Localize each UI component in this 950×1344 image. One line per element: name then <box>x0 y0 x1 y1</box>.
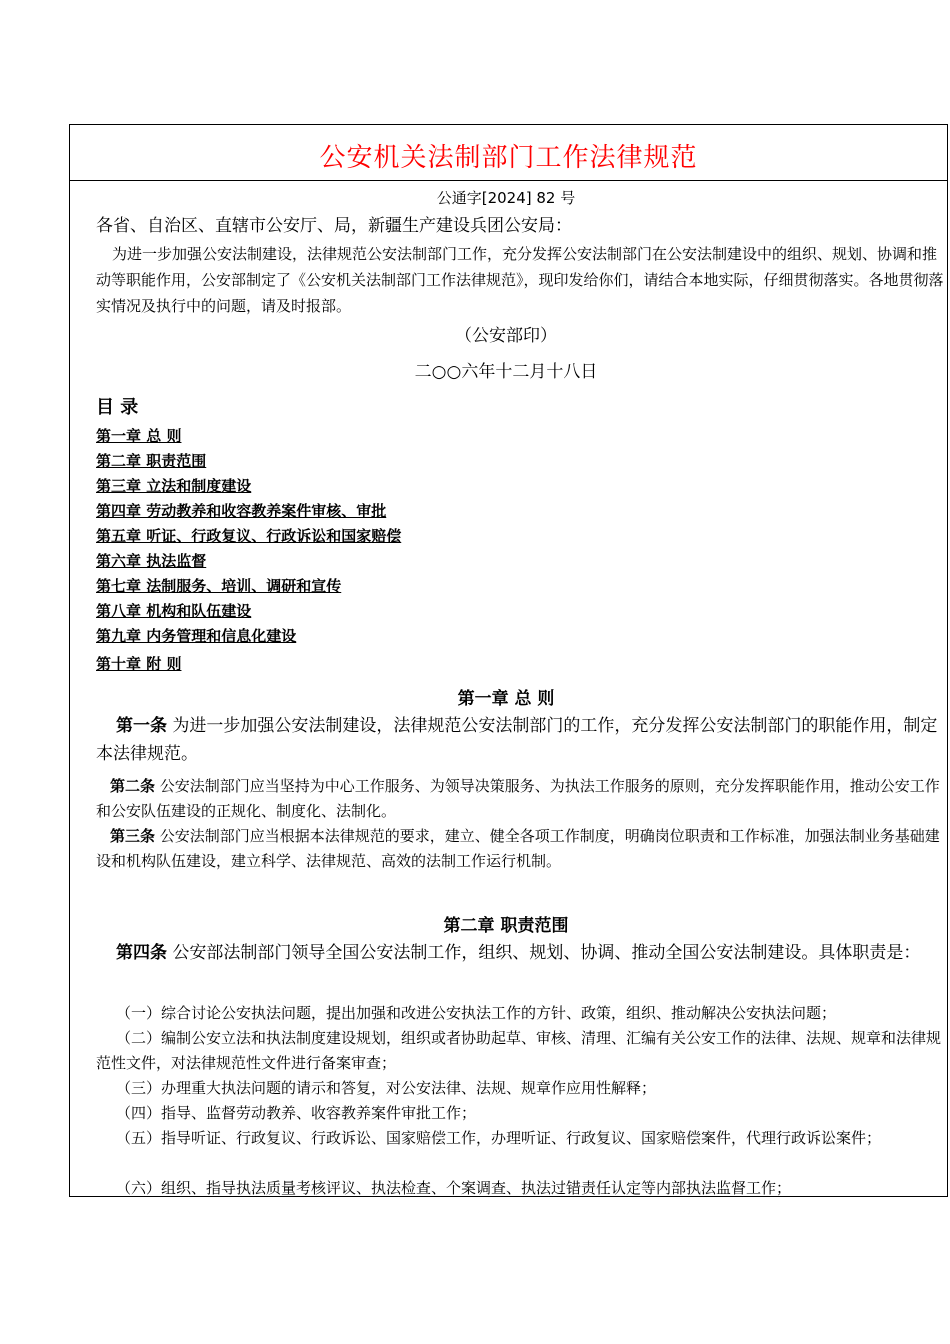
seal-text: （公安部印） <box>455 326 557 346</box>
duty-item-6: （六）组织、指导执法质量考核评议、执法检查、个案调查、执法过错责任认定等内部执法监督工作； <box>116 1179 792 1197</box>
article-1-number: 第一条 <box>116 716 167 736</box>
document-frame <box>69 124 948 1197</box>
article-2 <box>96 774 948 824</box>
chapter-2-heading: 第二章 职责范围 <box>443 916 569 936</box>
toc-heading: 目 录 <box>96 397 139 418</box>
duty-item-5: （五）指导听证、行政复议、行政诉讼、国家赔偿工作，办理听证、行政复议、国家赔偿案件，代理行政诉讼案件； <box>116 1129 882 1147</box>
duty-item-1: （一）综合讨论公安执法问题，提出加强和改进公安执法工作的方针、政策，组织、推动解决公安执法问题； <box>116 1004 837 1022</box>
article-3 <box>96 824 948 874</box>
title-row <box>70 125 947 181</box>
article-4-text: 公安部法制部门领导全国公安法制工作，组织、规划、协调、推动全国公安法制建设。具体职责是： <box>167 943 921 963</box>
toc-link-chapter-3[interactable]: 第三章 立法和制度建设 <box>96 477 252 495</box>
article-4 <box>96 939 948 967</box>
article-3-number: 第三条 <box>110 827 156 845</box>
article-1 <box>96 712 948 768</box>
article-3-text: 公安法制部门应当根据本法律规范的要求，建立、健全各项工作制度，明确岗位职责和工作标准，加强法制业务基础建设和机构队伍建设，建立科学、法律规范、高效的法制工作运行机制。 <box>96 827 940 870</box>
article-2-number: 第二条 <box>110 777 156 795</box>
document-number: 公通字[2024] 82 号 <box>436 189 576 207</box>
toc-link-chapter-9[interactable]: 第九章 内务管理和信息化建设 <box>96 627 297 645</box>
addressee: 各省、自治区、直辖市公安厅、局，新疆生产建设兵团公安局： <box>96 216 572 236</box>
intro-paragraph: 为进一步加强公安法制建设，法律规范公安法制部门工作，充分发挥公安法制部门在公安法制建设中的组织、规划、协调和推动等职能作用，公安部制定了《公安机关法制部门工作法律规范》，现印发给你们，请结合本地实际，仔细贯彻落实。各地贯彻落实情况及执行中的问题，请及时报部。 <box>96 245 944 315</box>
duty-item-2: （二）编制公安立法和执法制度建设规划，组织或者协助起草、审核、清理、汇编有关公安工作的法律、法规、规章和法律规范性文件，对法律规范性文件进行备案审查； <box>96 1029 942 1072</box>
issue-date: 二○○六年十二月十八日 <box>414 362 598 382</box>
toc-link-chapter-4[interactable]: 第四章 劳动教养和收容教养案件审核、审批 <box>96 502 387 520</box>
article-4-number: 第四条 <box>116 943 167 963</box>
toc-link-chapter-10[interactable]: 第十章 附 则 <box>96 655 182 673</box>
toc-link-chapter-8[interactable]: 第八章 机构和队伍建设 <box>96 602 252 620</box>
toc-link-chapter-5[interactable]: 第五章 听证、行政复议、行政诉讼和国家赔偿 <box>96 527 402 545</box>
article-1-text: 为进一步加强公安法制建设，法律规范公安法制部门的工作，充分发挥公安法制部门的职能作用，制定本法律规范。 <box>96 716 938 764</box>
toc-link-chapter-2[interactable]: 第二章 职责范围 <box>96 452 207 470</box>
duty-item-3: （三）办理重大执法问题的请示和答复，对公安法律、法规、规章作应用性解释； <box>116 1079 657 1097</box>
article-2-text: 公安法制部门应当坚持为中心工作服务、为领导决策服务、为执法工作服务的原则，充分发挥职能作用，推动公安工作和公安队伍建设的正规化、制度化、法制化。 <box>96 777 940 820</box>
toc-link-chapter-7[interactable]: 第七章 法制服务、培训、调研和宣传 <box>96 577 342 595</box>
toc-link-chapter-6[interactable]: 第六章 执法监督 <box>96 552 207 570</box>
duty-item-4: （四）指导、监督劳动教养、收容教养案件审批工作； <box>116 1104 477 1122</box>
toc-link-chapter-1[interactable]: 第一章 总 则 <box>96 427 182 445</box>
chapter-1-heading: 第一章 总 则 <box>457 689 555 709</box>
document-title: 公安机关法制部门工作法律规范 <box>319 143 698 173</box>
